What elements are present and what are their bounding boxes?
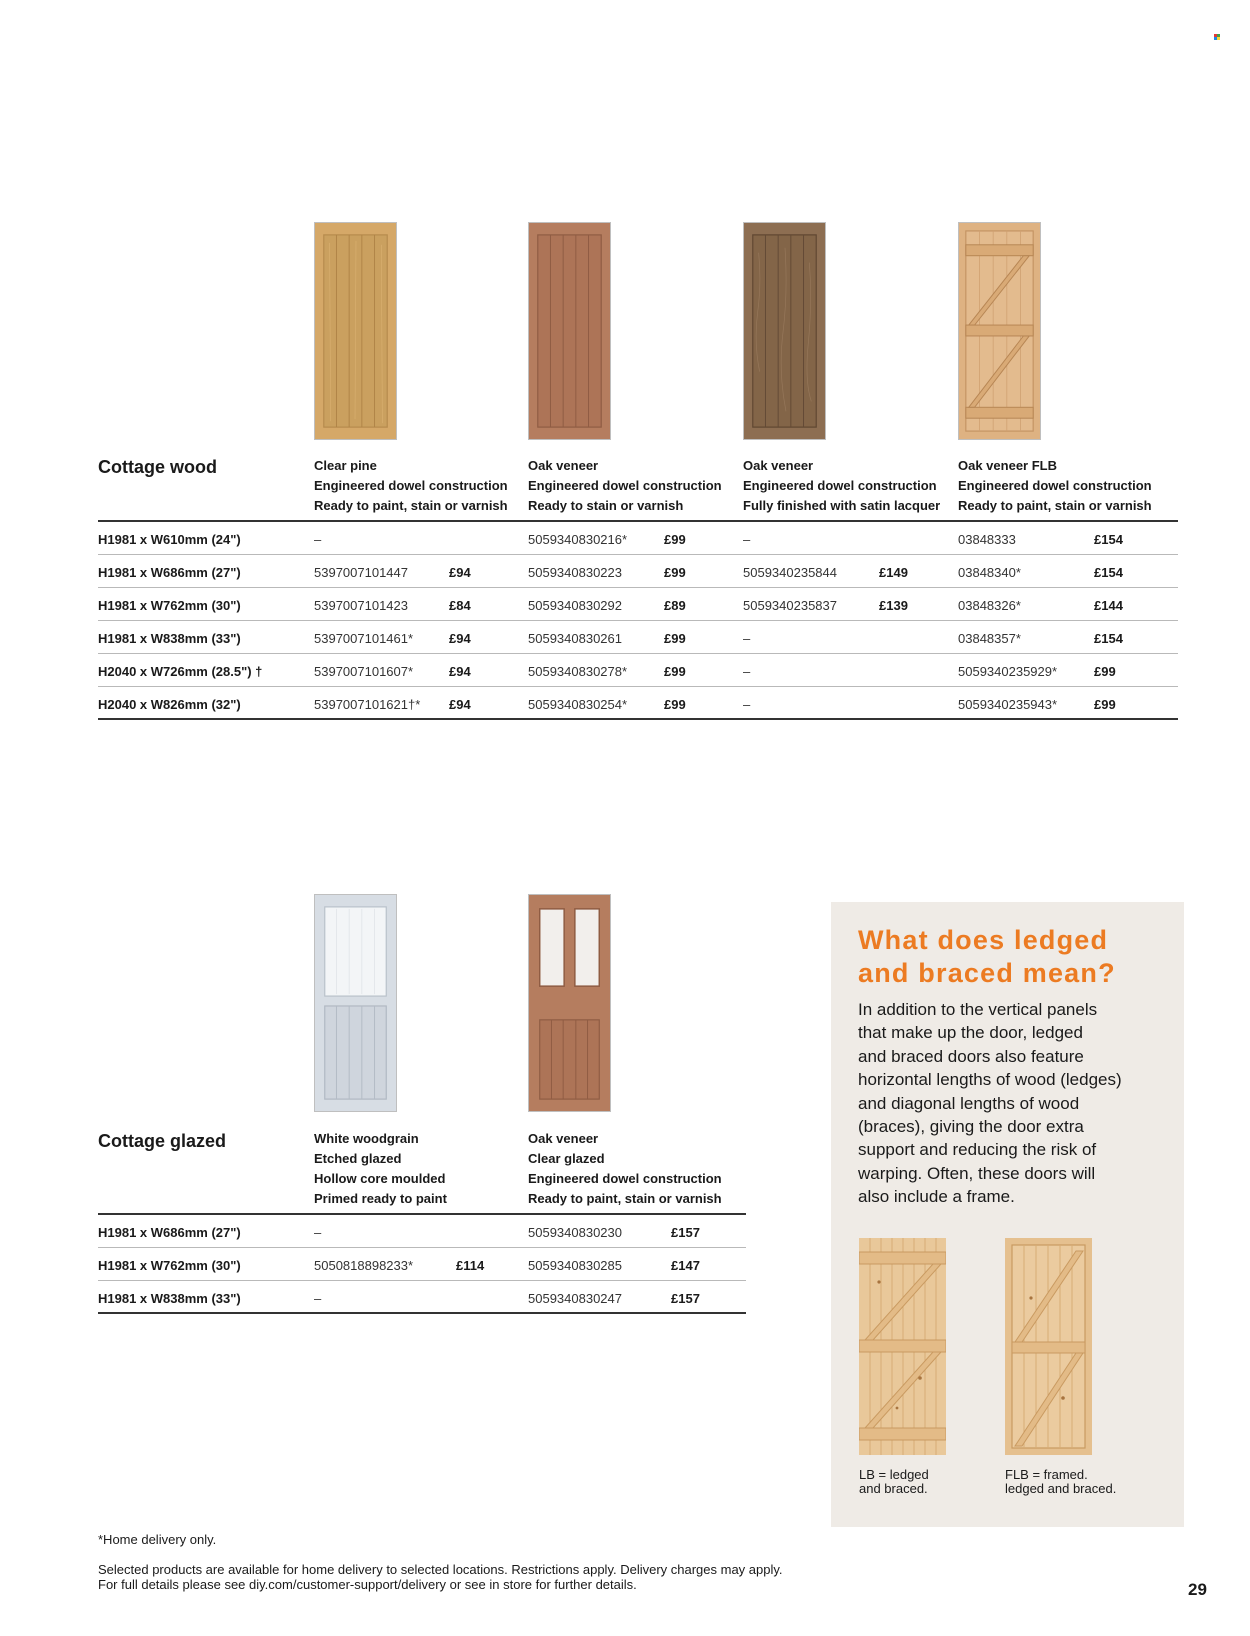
price-cell: £149 xyxy=(879,565,908,580)
code-cell: – xyxy=(743,697,751,712)
description-line: Clear pine xyxy=(314,458,377,473)
lb-caption xyxy=(859,1468,929,1496)
caption-line: ledged and braced. xyxy=(1005,1481,1117,1496)
code-cell: – xyxy=(314,1225,322,1240)
description-line: Ready to stain or varnish xyxy=(528,498,684,513)
code-cell: 5059340235929* xyxy=(958,664,1058,679)
product-description xyxy=(528,1129,722,1209)
code-cell: – xyxy=(314,1291,322,1306)
info-body-line: (braces), giving the door extra xyxy=(858,1117,1084,1137)
home-delivery-note: *Home delivery only. xyxy=(98,1532,217,1547)
table-row xyxy=(98,687,1178,720)
description-line: Oak veneer xyxy=(528,458,599,473)
description-line: Oak veneer xyxy=(743,458,814,473)
code-cell: 5059340830223 xyxy=(528,565,622,580)
price-cell: £139 xyxy=(879,598,908,613)
code-cell: 5059340830285 xyxy=(528,1258,622,1273)
product-description xyxy=(958,456,1152,516)
size-cell: H1981 x W838mm (33") xyxy=(98,1291,241,1306)
disclaimer-line: Selected products are available for home delivery to selected locations. Restrictions apply. Delivery charges may apply. xyxy=(98,1562,783,1577)
price-cell: £89 xyxy=(664,598,686,613)
price-cell: £147 xyxy=(671,1258,700,1273)
size-cell: H1981 x W762mm (30") xyxy=(98,1258,241,1273)
code-cell: 5397007101621†* xyxy=(314,697,421,712)
code-cell: 5397007101607* xyxy=(314,664,414,679)
code-cell: – xyxy=(743,532,751,547)
code-cell: 5059340235837 xyxy=(743,598,837,613)
price-cell: £94 xyxy=(449,697,471,712)
product-description xyxy=(314,456,508,516)
info-body-line: that make up the door, ledged xyxy=(858,1023,1083,1043)
code-cell: – xyxy=(743,631,751,646)
price-cell: £94 xyxy=(449,565,471,580)
price-cell: £157 xyxy=(671,1291,700,1306)
price-cell: £99 xyxy=(664,697,686,712)
description-line: Oak veneer xyxy=(528,1131,599,1146)
description-line: Engineered dowel construction xyxy=(958,478,1152,493)
description-line: Fully finished with satin lacquer xyxy=(743,498,941,513)
size-cell: H1981 x W838mm (33") xyxy=(98,631,241,646)
code-cell: – xyxy=(314,532,322,547)
description-line: Engineered dowel construction xyxy=(314,478,508,493)
product-description xyxy=(743,456,940,516)
price-cell: £154 xyxy=(1094,565,1123,580)
size-cell: H1981 x W686mm (27") xyxy=(98,1225,241,1240)
description-line: Engineered dowel construction xyxy=(743,478,937,493)
description-line: Hollow core moulded xyxy=(314,1171,446,1186)
description-line: White woodgrain xyxy=(314,1131,419,1146)
code-cell: 5059340830216* xyxy=(528,532,628,547)
oak-lacquer-door-image xyxy=(743,222,826,440)
description-line: Primed ready to paint xyxy=(314,1191,447,1206)
code-cell: 5059340830230 xyxy=(528,1225,622,1240)
code-cell: 5059340235844 xyxy=(743,565,837,580)
price-cell: £154 xyxy=(1094,532,1123,547)
size-cell: H1981 x W610mm (24") xyxy=(98,532,241,547)
flb-caption xyxy=(1005,1468,1116,1496)
description-line: Ready to paint, stain or varnish xyxy=(314,498,508,513)
size-cell: H1981 x W762mm (30") xyxy=(98,598,241,613)
price-cell: £114 xyxy=(456,1258,485,1273)
price-cell: £157 xyxy=(671,1225,700,1240)
code-cell: 5059340830292 xyxy=(528,598,622,613)
description-line: Engineered dowel construction xyxy=(528,1171,722,1186)
description-line: Ready to paint, stain or varnish xyxy=(528,1191,722,1206)
code-cell: 5059340830247 xyxy=(528,1291,622,1306)
size-cell: H2040 x W826mm (32") xyxy=(98,697,241,712)
disclaimer-line: For full details please see diy.com/customer-support/delivery or see in store for further details. xyxy=(98,1577,637,1592)
price-cell: £84 xyxy=(449,598,471,613)
code-cell: 5059340830261 xyxy=(528,631,622,646)
price-cell: £99 xyxy=(664,565,686,580)
code-cell: 5397007101461* xyxy=(314,631,414,646)
oak-glazed-door-image xyxy=(528,894,611,1112)
code-cell: 03848340* xyxy=(958,565,1021,580)
framed-ledged-braced-door-image xyxy=(1005,1238,1092,1455)
price-cell: £99 xyxy=(1094,697,1116,712)
caption-line: LB = ledged xyxy=(859,1467,929,1482)
caption-line: and braced. xyxy=(859,1481,928,1496)
ledged-braced-door-image xyxy=(859,1238,946,1455)
white-woodgrain-glazed-door-image xyxy=(314,894,397,1112)
table-row xyxy=(98,1215,746,1248)
description-line: Etched glazed xyxy=(314,1151,402,1166)
corner-color-mark xyxy=(1214,34,1221,41)
code-cell: 03848357* xyxy=(958,631,1021,646)
code-cell: 03848326* xyxy=(958,598,1021,613)
info-box-title xyxy=(858,924,1116,990)
code-cell: 03848333 xyxy=(958,532,1016,547)
cottage-glazed-table xyxy=(98,1213,746,1314)
code-cell: – xyxy=(743,664,751,679)
info-body-line: In addition to the vertical panels xyxy=(858,1000,1098,1019)
info-body-line: horizontal lengths of wood (ledges) xyxy=(858,1070,1122,1090)
info-body-line: also include a frame. xyxy=(858,1187,1015,1207)
product-description xyxy=(314,1129,447,1209)
table-row xyxy=(98,1248,746,1281)
description-line: Ready to paint, stain or varnish xyxy=(958,498,1152,513)
info-body-line: warping. Often, these doors will xyxy=(858,1163,1096,1183)
description-line: Engineered dowel construction xyxy=(528,478,722,493)
price-cell: £154 xyxy=(1094,631,1123,646)
description-line: Clear glazed xyxy=(528,1151,605,1166)
page-number: 29 xyxy=(1188,1580,1207,1599)
info-title-line: and braced mean? xyxy=(858,958,1116,988)
table-row xyxy=(98,1281,746,1314)
price-cell: £99 xyxy=(1094,664,1116,679)
info-box-body xyxy=(858,998,1168,1209)
info-body-line: and diagonal lengths of wood xyxy=(858,1093,1080,1113)
pine-door-image xyxy=(314,222,397,440)
caption-line: FLB = framed. xyxy=(1005,1467,1088,1482)
price-cell: £94 xyxy=(449,631,471,646)
price-cell: £99 xyxy=(664,631,686,646)
info-body-line: and braced doors also feature xyxy=(858,1046,1084,1066)
code-cell: 5059340830254* xyxy=(528,697,628,712)
section-title-cottage-glazed: Cottage glazed xyxy=(98,1131,227,1151)
table-row xyxy=(98,621,1178,654)
description-line: Oak veneer FLB xyxy=(958,458,1057,473)
oak-veneer-door-image xyxy=(528,222,611,440)
delivery-disclaimer xyxy=(98,1562,783,1592)
product-description xyxy=(528,456,722,516)
code-cell: 5059340235943* xyxy=(958,697,1058,712)
table-row xyxy=(98,555,1178,588)
oak-flb-door-image xyxy=(958,222,1041,440)
size-cell: H2040 x W726mm (28.5") † xyxy=(98,664,263,679)
code-cell: 5397007101423 xyxy=(314,598,408,613)
size-cell: H1981 x W686mm (27") xyxy=(98,565,241,580)
table-row xyxy=(98,588,1178,621)
code-cell: 5050818898233* xyxy=(314,1258,414,1273)
cottage-wood-table xyxy=(98,520,1178,720)
section-title-cottage-wood: Cottage wood xyxy=(98,457,217,477)
price-cell: £99 xyxy=(664,532,686,547)
info-body-line: support and reducing the risk of xyxy=(858,1140,1097,1160)
price-cell: £94 xyxy=(449,664,471,679)
table-row xyxy=(98,654,1178,687)
code-cell: 5059340830278* xyxy=(528,664,628,679)
code-cell: 5397007101447 xyxy=(314,565,408,580)
table-row xyxy=(98,522,1178,555)
price-cell: £144 xyxy=(1094,598,1123,613)
info-title-line: What does ledged xyxy=(858,925,1109,955)
ledged-braced-info-box xyxy=(831,902,1184,1527)
price-cell: £99 xyxy=(664,664,686,679)
